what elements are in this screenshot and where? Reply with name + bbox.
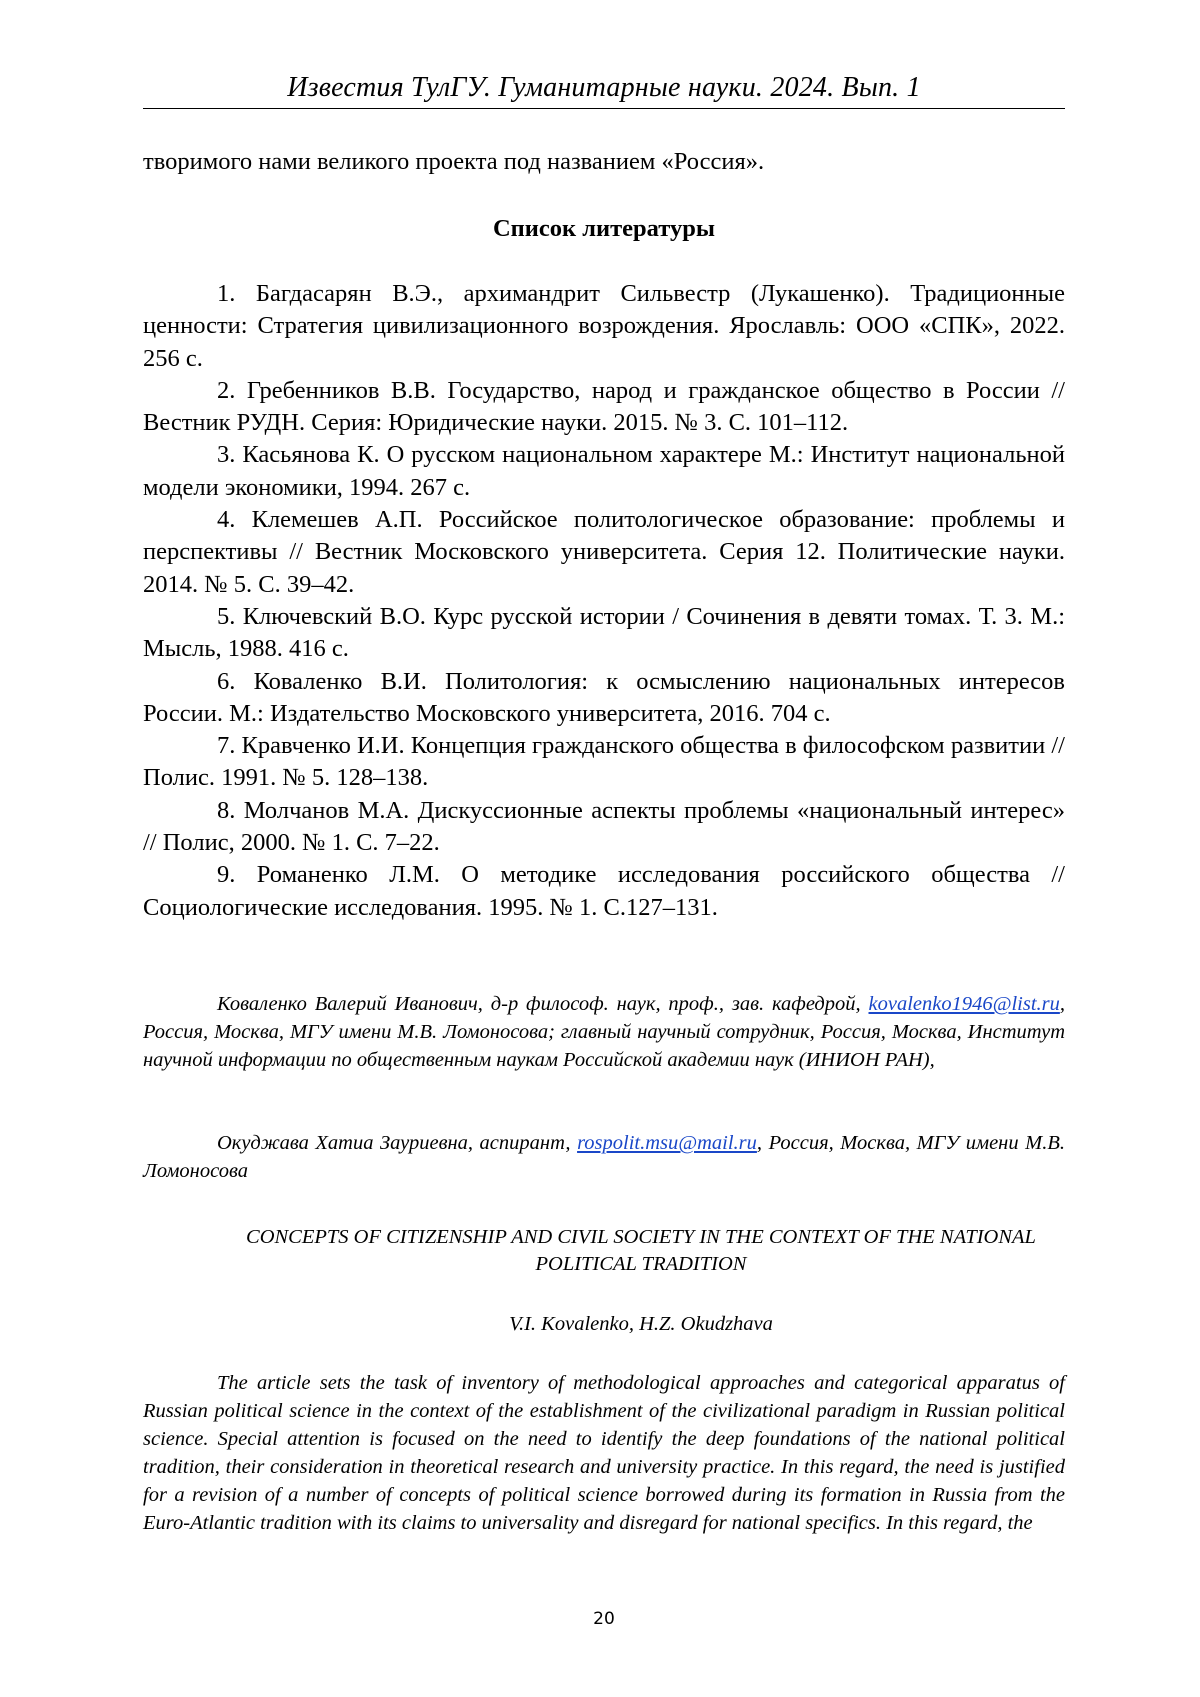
references-list: [143, 278, 1065, 924]
reference-item: 4. Клемешев А.П. Российское политологическое образование: проблемы и перспективы // Вестник Московского университета. Серия 12. Политические науки. 2014. № 5. С. 39–42.: [143, 506, 1065, 598]
author-info-kovalenko: [143, 990, 1065, 1074]
author-info-text: , Россия, Москва, МГУ имени М.В. Ломоносова: [143, 1132, 1065, 1182]
reference-item: 5. Ключевский В.О. Курс русской истории / Сочинения в девяти томах. Т. 3. М.: Мысль, 1988. 416 с.: [143, 602, 1065, 663]
reference-item: 8. Молчанов М.А. Дискуссионные аспекты проблемы «национальный интерес» // Полис, 2000. № 1. С. 7–22.: [143, 796, 1065, 857]
reference-item: 1. Багдасарян В.Э., архимандрит Сильвестр (Лукашенко). Традиционные ценности: Стратегия цивилизационного возрождения. Ярославль: ООО «СПК», 2022. 256 с.: [143, 280, 1065, 372]
reference-item: 2. Гребенников В.В. Государство, народ и гражданское общество в России // Вестник РУДН. Серия: Юридические науки. 2015. № 3. С. 101–112.: [143, 376, 1065, 437]
reference-item: 6. Коваленко В.И. Политология: к осмыслению национальных интересов России. М.: Издательство Московского университета, 2016. 704 с.: [143, 667, 1065, 727]
author-info-text: , Россия, Москва, МГУ имени М.В. Ломоносова; главный научный сотрудник, Россия, Москва, Институт научной информации по общественным наукам Российской академии наук (ИНИОН РАН),: [143, 993, 1065, 1071]
english-article-title: CONCEPTS OF CITIZENSHIP AND CIVIL SOCIETY IN THE CONTEXT OF THE NATIONAL POLITICAL TRADITION: [246, 1226, 1036, 1275]
author-info-text: Коваленко Валерий Иванович, д-р философ. наук, проф., зав. кафедрой,: [217, 993, 869, 1015]
author-info-okudzhava: [143, 1129, 1065, 1185]
reference-item: 7. Кравченко И.И. Концепция гражданского общества в философском развитии // Полис. 1991. № 5. 128–138.: [143, 732, 1065, 792]
page-number: 20: [593, 1609, 615, 1629]
continuation-paragraph: творимого нами великого проекта под названием «Россия».: [143, 148, 765, 175]
running-head: Известия ТулГУ. Гуманитарные науки. 2024. Вып. 1: [287, 72, 921, 103]
header-rule: [143, 108, 1065, 109]
author-email-link[interactable]: rospolit.msu@mail.ru: [577, 1132, 757, 1154]
english-authors: V.I. Kovalenko, H.Z. Okudzhava: [509, 1313, 773, 1335]
document-page: [143, 0, 1065, 1697]
english-abstract: The article sets the task of inventory of methodological approaches and categorical apparatus of Russian political science in the context of the establishment of the civilizational paradigm in Russian political science. Special attention is focused on the need to identify the deep foundations of the national political tradition, their consideration in theoretical research and university practice. In this regard, the need is justified for a revision of a number of concepts of political science borrowed during its formation in Russia from the Euro-Atlantic tradition with its claims to universality and disregard for national specifics. In this regard, the: [143, 1372, 1065, 1534]
author-info-text: Окуджава Хатиа Зауриевна, аспирант,: [217, 1132, 578, 1154]
reference-item: 9. Романенко Л.М. О методике исследования российского общества // Социологические исследования. 1995. № 1. С.127–131.: [143, 861, 1065, 921]
references-title: Список литературы: [492, 215, 716, 242]
author-email-link[interactable]: kovalenko1946@list.ru: [868, 993, 1060, 1015]
reference-item: 3. Касьянова К. О русском национальном характере М.: Институт национальной модели экономики, 1994. 267 с.: [143, 441, 1065, 501]
